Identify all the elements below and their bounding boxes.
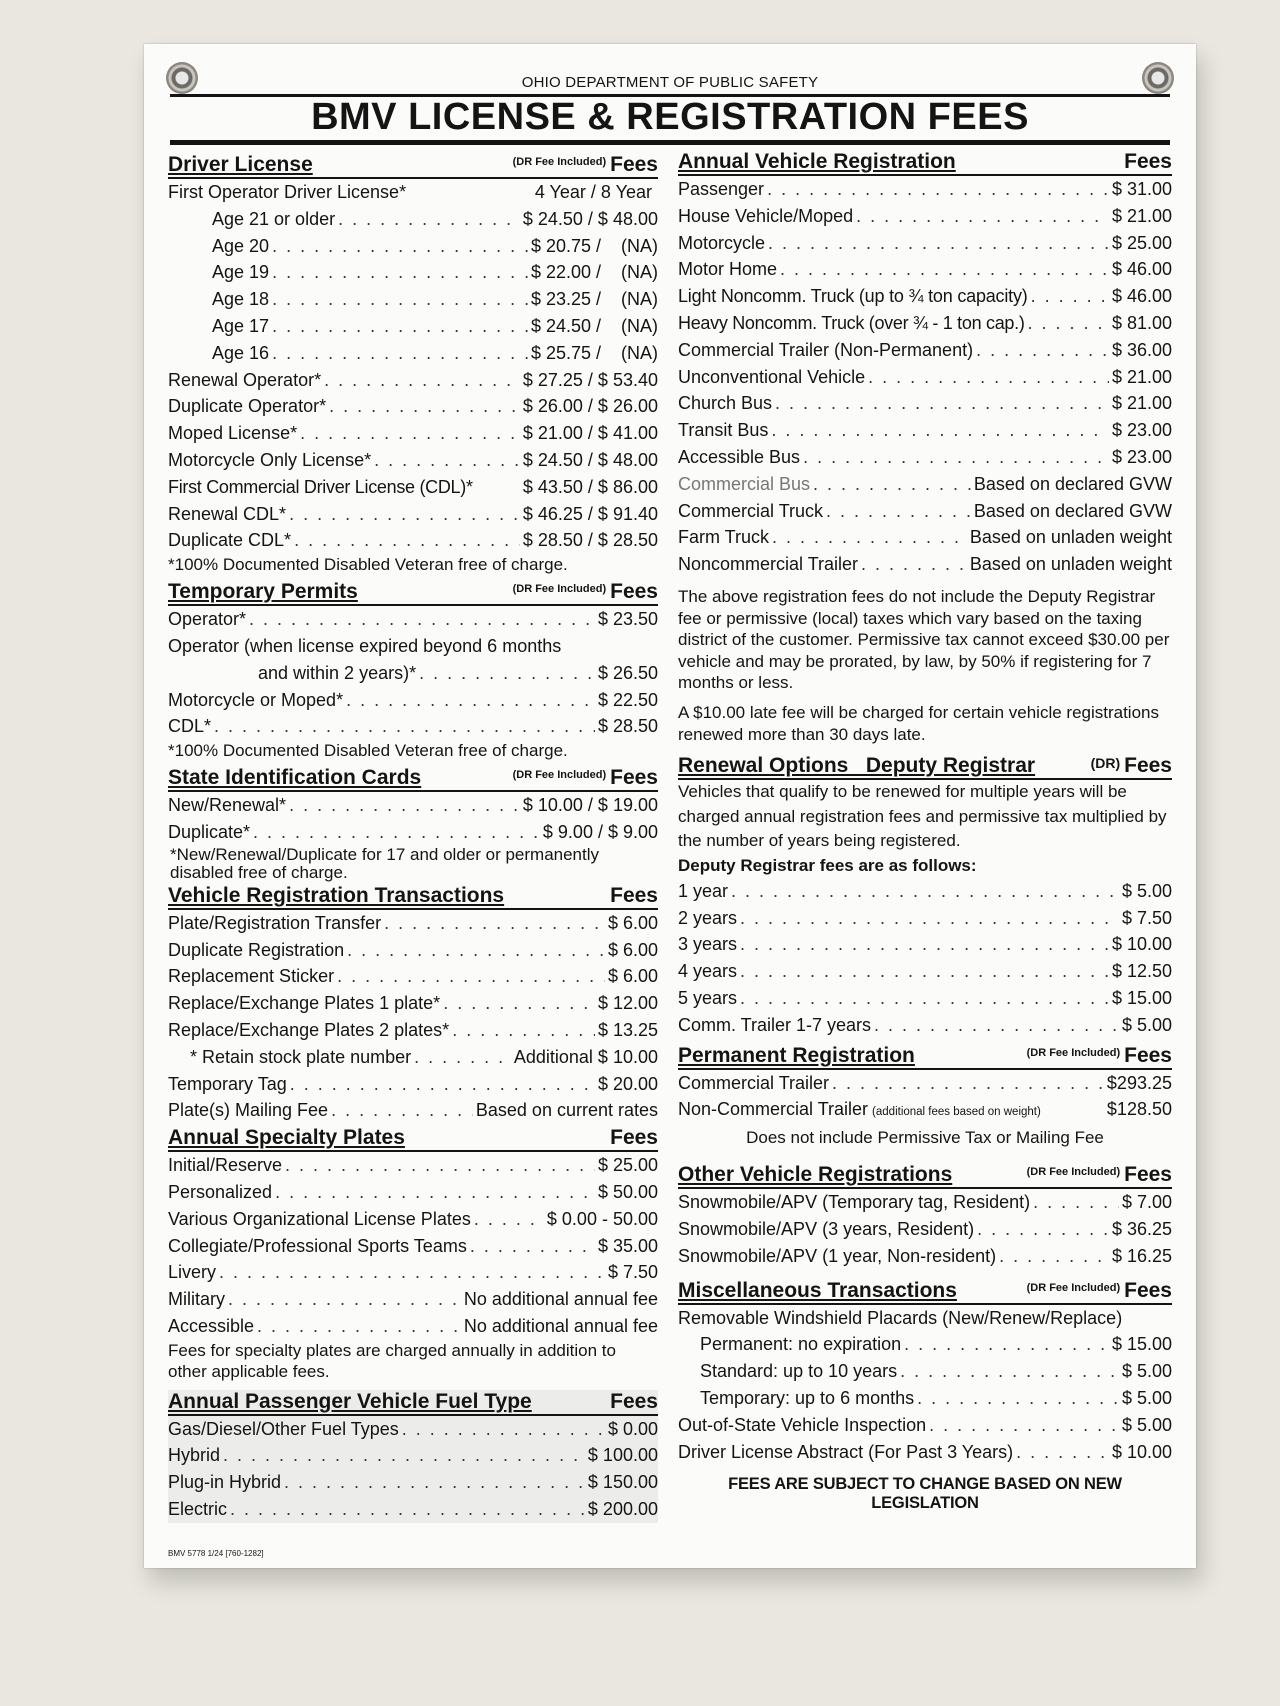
- fee-row: [168, 527, 658, 554]
- section-title: Renewal Options Deputy Registrar: [678, 754, 1036, 778]
- fee-label: Various Organizational License Plates: [168, 1208, 471, 1229]
- fee-value: $ 6.00: [607, 966, 658, 987]
- fee-row: [168, 340, 658, 367]
- fee-value: $ 200.00: [587, 1499, 658, 1520]
- fees-header: Fees: [610, 1126, 658, 1150]
- section-note: (DR Fee Included): [1026, 1166, 1121, 1179]
- fee-row: [678, 1385, 1172, 1412]
- fee-value: $ 0.00 - 50.00: [546, 1208, 658, 1229]
- fee-value: $ 43.50 / $ 86.00: [522, 476, 658, 497]
- fees-header: Fees: [610, 1389, 658, 1413]
- fee-label-small: (additional fees based on weight): [872, 1106, 1041, 1119]
- fee-row: [168, 1017, 658, 1044]
- fee-row: [678, 390, 1172, 417]
- fee-row: [168, 179, 658, 206]
- renewal-note: Vehicles that qualify to be renewed for multiple years will be charged annual registration fees and permissive tax multiplied by the number of years being registered.: [678, 782, 1167, 851]
- late-fee-note: A $10.00 late fee will be charged for certain vehicle registrations renewed more than 30 days late.: [678, 702, 1159, 744]
- registration-fee-note: The above registration fees do not include the Deputy Registrar fee or permissive (local) taxes which vary based on the taxing district of the customer. Permissive tax cannot exceed $30.00 per vehicle and may be prorated, by law, by 50% if registering for 7 months or less.: [678, 586, 1170, 693]
- fee-value: $ 150.00: [587, 1472, 658, 1493]
- section-title: Annual Passenger Vehicle Fuel Type: [168, 1389, 532, 1413]
- footnote: *100% Documented Disabled Veteran free of charge.: [168, 555, 568, 575]
- fee-value: $ 5.00: [1121, 1361, 1172, 1382]
- fee-row: [678, 1358, 1172, 1385]
- fee-value: $ 21.00: [1111, 205, 1172, 226]
- section-header-specialty-plates: [168, 1126, 658, 1152]
- right-column: [678, 148, 1172, 1513]
- fee-row: [168, 910, 658, 937]
- fee-label: Plug-in Hybrid: [168, 1472, 282, 1493]
- fee-row: [168, 1071, 658, 1098]
- fee-label: Commercial Trailer: [678, 1072, 830, 1093]
- fee-value: $ 6.00: [607, 912, 658, 933]
- fee-value: Based on unladen weight: [969, 554, 1172, 575]
- fee-value: $293.25: [1106, 1072, 1172, 1093]
- fees-header: Fees: [610, 766, 658, 790]
- fee-label: Comm. Trailer 1-7 years: [678, 1014, 872, 1035]
- fee-label: Replace/Exchange Plates 2 plates*: [168, 1019, 450, 1040]
- fee-label: Driver License Abstract (For Past 3 Years): [678, 1441, 1014, 1462]
- fee-row: [168, 1206, 658, 1233]
- fee-row: [168, 313, 658, 340]
- fee-row: [168, 1286, 658, 1313]
- section-note: (DR Fee Included): [512, 156, 607, 168]
- section-header-driver-license: [168, 150, 658, 179]
- fee-label: Snowmobile/APV (3 years, Resident): [678, 1219, 975, 1240]
- fees-header: Fees: [1124, 150, 1172, 173]
- fee-value: $ 24.50 / $ 48.00: [522, 449, 658, 470]
- fee-label: Moped License*: [168, 423, 298, 444]
- section-header-renewal-options: [678, 751, 1172, 780]
- fuel-type-section: [168, 1390, 658, 1523]
- fee-row: [168, 713, 658, 740]
- fee-row: [678, 337, 1172, 364]
- section-title: Temporary Permits: [168, 580, 358, 604]
- section-header-annual-registration: [678, 150, 1172, 176]
- fee-value: $ 20.00: [597, 1073, 658, 1094]
- fee-value: Based on current rates: [475, 1100, 658, 1121]
- fees-header: Fees: [610, 580, 658, 604]
- fee-value: $ 28.50: [597, 716, 658, 737]
- fee-label: Farm Truck: [678, 527, 770, 548]
- fee-row: [168, 1313, 658, 1340]
- fee-label: Commercial Trailer (Non-Permanent): [678, 339, 974, 360]
- fee-label: Electric: [168, 1499, 228, 1520]
- fee-value: $ 7.00: [1121, 1192, 1172, 1213]
- fee-label: Age 21 or older: [212, 208, 336, 229]
- fee-row: [168, 474, 658, 501]
- fee-row: [678, 1331, 1172, 1358]
- fee-label: House Vehicle/Moped: [678, 205, 854, 226]
- fee-value: $ 0.00: [607, 1418, 658, 1439]
- fee-label: Renewal CDL*: [168, 503, 287, 524]
- fee-row: [168, 1179, 658, 1206]
- left-column: [168, 148, 658, 1523]
- fee-row: [678, 230, 1172, 257]
- fee-label: CDL*: [168, 716, 212, 737]
- section-title: Driver License: [168, 153, 313, 176]
- fee-label: Age 17: [212, 315, 270, 336]
- fee-row: [168, 286, 658, 313]
- fee-value: $ 12.00: [597, 993, 658, 1014]
- fee-value: 4 Year / 8 Year: [534, 182, 652, 202]
- fees-header: Fees: [610, 883, 658, 907]
- fee-row: [168, 1044, 658, 1071]
- fee-row: [678, 471, 1172, 498]
- fees-header: Fees: [1124, 754, 1172, 778]
- fee-value: Based on declared GVW: [973, 500, 1172, 521]
- form-number: BMV 5778 1/24 [760-1282]: [168, 1549, 264, 1558]
- section-header-fuel-type: [168, 1390, 658, 1416]
- fee-label: 2 years: [678, 907, 738, 928]
- fee-value: $ 36.25: [1111, 1219, 1172, 1240]
- poster-title: BMV LICENSE & REGISTRATION FEES: [311, 96, 1029, 138]
- section-note: (DR Fee Included): [1026, 1046, 1121, 1059]
- fee-row: [678, 551, 1172, 578]
- fee-label: Standard: up to 10 years: [700, 1361, 898, 1382]
- fee-row: [168, 1416, 658, 1443]
- fee-row: [678, 985, 1172, 1012]
- fee-row: [168, 1469, 658, 1496]
- section-header-misc-transactions: [678, 1276, 1172, 1305]
- fee-row: [168, 687, 658, 714]
- department-name: OHIO DEPARTMENT OF PUBLIC SAFETY: [521, 74, 819, 91]
- fee-label: Collegiate/Professional Sports Teams: [168, 1235, 467, 1256]
- fee-value: Based on declared GVW: [973, 473, 1172, 494]
- section-title: Annual Specialty Plates: [168, 1126, 405, 1150]
- fee-label: Snowmobile/APV (Temporary tag, Resident): [678, 1192, 1031, 1213]
- fee-value: $128.50: [1106, 1099, 1172, 1120]
- fee-label: 4 years: [678, 961, 738, 982]
- section-note: (DR Fee Included): [512, 583, 607, 596]
- fee-row: [678, 1243, 1172, 1270]
- fee-row: [678, 905, 1172, 932]
- fee-value: $ 12.50: [1111, 961, 1172, 982]
- fee-label: Noncommercial Trailer: [678, 554, 859, 575]
- legislation-note: FEES ARE SUBJECT TO CHANGE BASED ON NEW LEGISLATION: [728, 1475, 1122, 1513]
- fee-label: Age 19: [212, 262, 270, 283]
- section-title: Vehicle Registration Transactions: [168, 883, 505, 907]
- fee-row: [678, 256, 1172, 283]
- section-title: Permanent Registration: [678, 1043, 915, 1067]
- fee-label: Passenger: [678, 179, 765, 199]
- fee-label: Out-of-State Vehicle Inspection: [678, 1414, 927, 1435]
- fee-label: Replacement Sticker: [168, 966, 335, 987]
- fee-row: [678, 1439, 1172, 1466]
- fee-value: $ 5.00: [1121, 1014, 1172, 1035]
- fee-value: $ 23.00: [1111, 446, 1172, 467]
- fee-row: [678, 498, 1172, 525]
- fee-value: $ 46.00: [1111, 259, 1172, 280]
- fee-value: $ 7.50: [607, 1262, 658, 1283]
- fee-row: [168, 206, 658, 233]
- fee-label: Temporary Tag: [168, 1073, 287, 1094]
- fee-row: [678, 310, 1172, 337]
- fee-label: and within 2 years)*: [258, 662, 417, 683]
- fee-row: [168, 1442, 658, 1469]
- fee-row: [678, 878, 1172, 905]
- fee-value: $ 23.25 / (NA): [530, 289, 658, 310]
- fee-row-line: [678, 1305, 1172, 1332]
- fee-row: [168, 259, 658, 286]
- fee-row-line: [168, 633, 658, 660]
- divider: [170, 140, 1170, 145]
- fee-label: First Operator Driver License*: [168, 182, 407, 202]
- fee-row: [168, 937, 658, 964]
- fee-value: $ 24.50 / $ 48.00: [522, 208, 658, 229]
- fees-header: Fees: [1124, 1163, 1172, 1187]
- fee-value: $ 10.00: [1111, 934, 1172, 955]
- section-title: Miscellaneous Transactions: [678, 1278, 957, 1302]
- fee-row: [168, 1259, 658, 1286]
- fee-row: [168, 1496, 658, 1523]
- footnote: *New/Renewal/Duplicate for 17 and older or permanently disabled free of charge.: [170, 844, 600, 882]
- fee-value: $ 23.00: [1111, 420, 1172, 441]
- fee-row: [168, 660, 658, 687]
- fee-row: [678, 176, 1172, 203]
- fee-value: $ 46.00: [1111, 286, 1172, 307]
- fee-row: [678, 1012, 1172, 1039]
- fee-value: $ 5.00: [1121, 1388, 1172, 1409]
- section-note: (DR Fee Included): [1026, 1281, 1121, 1294]
- fee-label: Plate(s) Mailing Fee: [168, 1100, 329, 1121]
- fee-row: [168, 367, 658, 394]
- fee-row: [168, 1097, 658, 1124]
- fee-label: Hybrid: [168, 1445, 221, 1466]
- fee-row: [168, 819, 658, 846]
- fee-label: Transit Bus: [678, 420, 769, 441]
- fee-row: [168, 990, 658, 1017]
- fee-row: [678, 524, 1172, 551]
- fee-label: Accessible Bus: [678, 446, 801, 467]
- fee-value: $ 5.00: [1121, 880, 1172, 901]
- fee-value: $ 28.50 / $ 28.50: [522, 530, 658, 551]
- fee-row: [678, 417, 1172, 444]
- fee-value: No additional annual fee: [463, 1315, 658, 1336]
- section-title: Annual Vehicle Registration: [678, 150, 956, 173]
- fee-label: Duplicate*: [168, 821, 251, 842]
- fee-label: Accessible: [168, 1315, 255, 1336]
- fee-label: 3 years: [678, 934, 738, 955]
- fee-label: Temporary: up to 6 months: [700, 1388, 915, 1409]
- footnote: Fees for specialty plates are charged annually in addition to other applicable fees.: [168, 1340, 616, 1381]
- fee-value: No additional annual fee: [463, 1289, 658, 1310]
- fee-label: First Commercial Driver License (CDL)*: [168, 476, 473, 497]
- fee-value: Based on unladen weight: [969, 527, 1172, 548]
- fee-value: $ 46.25 / $ 91.40: [522, 503, 658, 524]
- fee-value: $ 25.75 / (NA): [530, 342, 658, 363]
- footnote: *100% Documented Disabled Veteran free of charge.: [168, 741, 568, 761]
- fee-row: [168, 1233, 658, 1260]
- fee-value: $ 9.00 / $ 9.00: [542, 821, 658, 842]
- fee-label: New/Renewal*: [168, 795, 287, 816]
- fee-row: [168, 233, 658, 260]
- fee-value: $ 21.00: [1111, 366, 1172, 387]
- fee-row: [168, 393, 658, 420]
- fee-value: $ 5.00: [1121, 1414, 1172, 1435]
- fee-value: $ 26.50: [597, 662, 658, 683]
- section-header-other-vehicle-registrations: [678, 1160, 1172, 1189]
- section-title: State Identification Cards: [168, 766, 422, 790]
- section-header-vehicle-registration-transactions: [168, 884, 658, 910]
- fee-value: $ 31.00: [1111, 179, 1172, 199]
- fee-value: $ 22.50: [597, 689, 658, 710]
- section-header-temporary-permits: [168, 577, 658, 606]
- fee-label: Permanent: no expiration: [700, 1334, 902, 1355]
- fee-row: [678, 1412, 1172, 1439]
- fee-value: $ 50.00: [597, 1181, 658, 1202]
- fee-value: $ 15.00: [1111, 1334, 1172, 1355]
- fee-label: Renewal Operator*: [168, 369, 322, 390]
- fee-label: Plate/Registration Transfer: [168, 912, 382, 933]
- fee-value: $ 10.00: [1111, 1441, 1172, 1462]
- fee-label: Duplicate Registration: [168, 939, 345, 960]
- fee-row: [678, 203, 1172, 230]
- fee-label: Age 20: [212, 235, 270, 256]
- fee-label: Unconventional Vehicle: [678, 366, 866, 387]
- fee-row: [168, 963, 658, 990]
- fee-row: [678, 364, 1172, 391]
- fee-value: $ 16.25: [1111, 1245, 1172, 1266]
- fee-value: $ 6.00: [607, 939, 658, 960]
- fees-header: Fees: [1124, 1278, 1172, 1302]
- fee-value: $ 21.00: [1111, 393, 1172, 414]
- fee-value: $ 24.50 / (NA): [530, 315, 658, 336]
- fee-value: $ 25.00: [597, 1155, 658, 1176]
- fee-value: $ 7.50: [1121, 907, 1172, 928]
- fee-label: Gas/Diesel/Other Fuel Types: [168, 1418, 399, 1439]
- fee-value: $ 25.00: [1111, 232, 1172, 253]
- fee-label: Snowmobile/APV (1 year, Non-resident): [678, 1245, 997, 1266]
- permanent-registration-note: Does not include Permissive Tax or Mailing Fee: [746, 1128, 1104, 1148]
- fee-label: Initial/Reserve: [168, 1155, 283, 1176]
- fee-row: [168, 447, 658, 474]
- fee-value: $ 36.00: [1111, 339, 1172, 360]
- fee-label: * Retain stock plate number: [190, 1046, 412, 1067]
- fee-row: [168, 792, 658, 819]
- fee-row: [168, 501, 658, 528]
- fees-header: Fees: [610, 153, 658, 176]
- fee-label: 1 year: [678, 880, 729, 901]
- fee-label: Commercial Bus: [678, 473, 811, 494]
- fee-row: [678, 958, 1172, 985]
- fee-value: $ 21.00 / $ 41.00: [522, 423, 658, 444]
- fees-header: Fees: [1124, 1043, 1172, 1067]
- fee-row: [678, 444, 1172, 471]
- section-header-permanent-registration: [678, 1041, 1172, 1070]
- fee-value: $ 15.00: [1111, 988, 1172, 1009]
- fee-row: [678, 1070, 1172, 1097]
- fee-label: Duplicate CDL*: [168, 530, 292, 551]
- fee-row: [678, 1189, 1172, 1216]
- fee-label: Heavy Noncomm. Truck (over ¾ - 1 ton cap.): [678, 312, 1025, 333]
- fee-row: [678, 1216, 1172, 1243]
- fee-value: $ 26.00 / $ 26.00: [522, 396, 658, 417]
- fee-label: Motorcycle Only License*: [168, 449, 372, 470]
- section-title: Other Vehicle Registrations: [678, 1163, 953, 1187]
- fee-value: $ 27.25 / $ 53.40: [522, 369, 658, 390]
- fee-row: [168, 1152, 658, 1179]
- fee-row: [168, 420, 658, 447]
- fee-value: $ 23.50: [597, 609, 658, 630]
- fee-label: Commercial Truck: [678, 500, 824, 521]
- fee-value: $ 20.75 / (NA): [530, 235, 658, 256]
- fee-value: $ 35.00: [597, 1235, 658, 1256]
- fee-value: Additional $ 10.00: [513, 1046, 658, 1067]
- fee-value: $ 81.00: [1111, 312, 1172, 333]
- fee-value: $ 13.25: [597, 1019, 658, 1040]
- fee-label: Light Noncomm. Truck (up to ¾ ton capacity): [678, 286, 1028, 307]
- fee-value: $ 22.00 / (NA): [530, 262, 658, 283]
- fee-label: Operator*: [168, 609, 247, 630]
- fee-label: 5 years: [678, 988, 738, 1009]
- fee-label: Motor Home: [678, 259, 778, 280]
- fee-row: [678, 1096, 1172, 1126]
- fee-label: Personalized: [168, 1181, 273, 1202]
- fee-value: $ 10.00 / $ 19.00: [522, 795, 658, 816]
- fee-row: [168, 606, 658, 633]
- fee-poster: [144, 44, 1196, 1568]
- section-note: (DR Fee Included): [512, 769, 607, 782]
- fee-row: [678, 283, 1172, 310]
- fee-label: Operator (when license expired beyond 6 months: [168, 635, 562, 656]
- fee-label: Age 18: [212, 289, 270, 310]
- fee-row: [678, 931, 1172, 958]
- fee-label: Livery: [168, 1262, 217, 1283]
- fee-value: $ 100.00: [587, 1445, 658, 1466]
- deputy-registrar-subtitle: Deputy Registrar fees are as follows:: [678, 855, 977, 875]
- fee-label: Age 16: [212, 342, 270, 363]
- fee-label: Duplicate Operator*: [168, 396, 327, 417]
- fee-label: Removable Windshield Placards (New/Renew/Replace): [678, 1307, 1123, 1328]
- fee-label: Replace/Exchange Plates 1 plate*: [168, 993, 441, 1014]
- section-header-state-id: [168, 763, 658, 792]
- fee-label: Church Bus: [678, 393, 773, 414]
- fee-label: Non-Commercial Trailer: [678, 1099, 869, 1120]
- fee-label: Motorcycle or Moped*: [168, 689, 344, 710]
- fee-label: Military: [168, 1289, 225, 1310]
- fee-label: Motorcycle: [678, 232, 766, 253]
- section-note: (DR): [1090, 755, 1121, 772]
